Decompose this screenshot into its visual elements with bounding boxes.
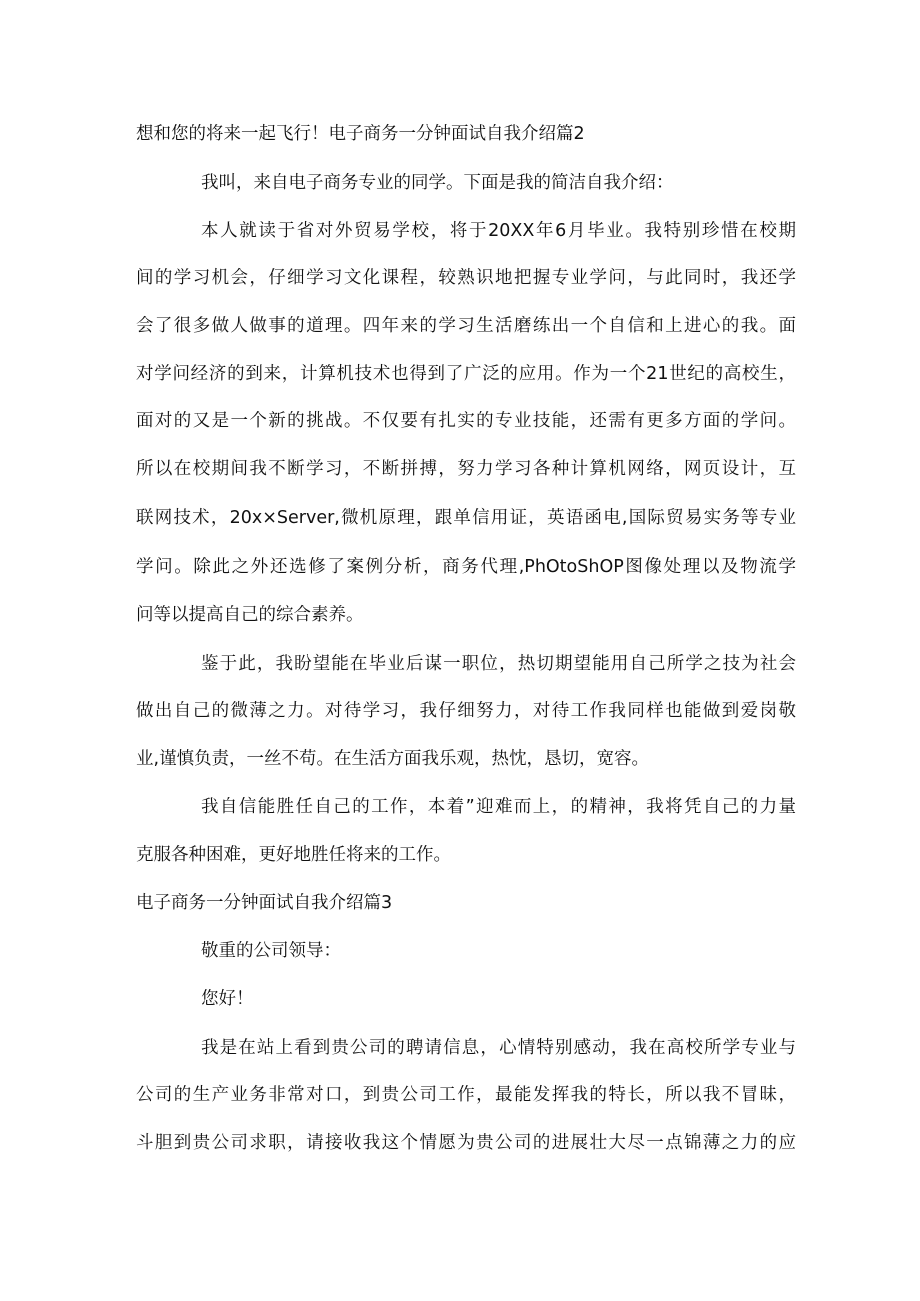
paragraph-line: 本人就读于省对外贸易学校，将于20XX年6月毕业。我特别珍惜在校期	[201, 221, 796, 241]
paragraph-line: 想和您的将来一起飞行！电子商务一分钟面试自我介绍篇2	[136, 124, 585, 144]
paragraph-line: 我自信能胜任自己的工作，本着”迎难而上，的精神，我将凭自己的力量	[201, 797, 796, 817]
paragraph-line: 对学问经济的到来，计算机技术也得到了广泛的应用。作为一个21世纪的高校生，	[136, 364, 796, 384]
paragraph-line: 做出自己的微薄之力。对待学习，我仔细努力，对待工作我同样也能做到爱岗敬	[136, 701, 796, 721]
paragraph-line: 我叫，来自电子商务专业的同学。下面是我的简洁自我介绍：	[201, 173, 674, 193]
paragraph-line: 面对的又是一个新的挑战。不仅要有扎实的专业技能，还需有更多方面的学问。	[136, 411, 796, 431]
paragraph-line: 会了很多做人做事的道理。四年来的学习生活磨练出一个自信和上进心的我。面	[136, 316, 796, 336]
paragraph-line: 克服各种困难，更好地胜任将来的工作。	[136, 845, 451, 865]
paragraph-line: 公司的生产业务非常对口，到贵公司工作，最能发挥我的特长，所以我不冒昧，	[136, 1085, 796, 1105]
paragraph-line: 联网技术，20x×Server,微机原理，跟单信用证，英语函电,国际贸易实务等专业	[136, 508, 796, 528]
paragraph-line: 敬重的公司领导：	[201, 941, 341, 961]
paragraph-line: 业,谨慎负责，一丝不苟。在生活方面我乐观，热忱，恳切，宽容。	[136, 749, 650, 769]
paragraph-line: 学问。除此之外还选修了案例分析，商务代理,PhOtoShOP图像处理以及物流学	[136, 557, 796, 577]
paragraph-line: 鉴于此，我盼望能在毕业后谋一职位，热切期望能用自己所学之技为社会	[201, 654, 796, 674]
section-heading: 电子商务一分钟面试自我介绍篇3	[136, 893, 393, 913]
paragraph-line: 所以在校期间我不断学习，不断拼搏，努力学习各种计算机网络，网页设计，互	[136, 459, 796, 479]
paragraph-line: 问等以提高自己的综合素养。	[136, 605, 364, 625]
paragraph-line: 斗胆到贵公司求职，请接收我这个情愿为贵公司的进展壮大尽一点锦薄之力的应	[136, 1133, 796, 1153]
paragraph-line: 我是在站上看到贵公司的聘请信息，心情特别感动，我在高校所学专业与	[201, 1038, 796, 1058]
paragraph-line: 间的学习机会，仔细学习文化课程，较熟识地把握专业学问，与此同时，我还学	[136, 268, 796, 288]
paragraph-line: 您好！	[201, 989, 254, 1009]
